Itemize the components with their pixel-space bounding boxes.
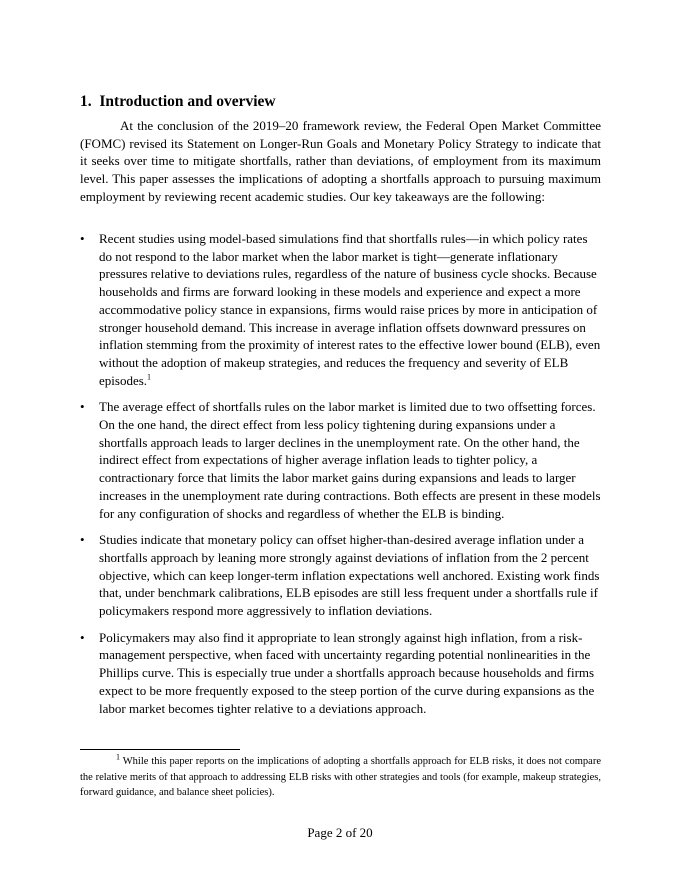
footnote-marker: 1 (116, 752, 120, 762)
takeaway-text: Policymakers may also find it appropriate to lean strongly against high inflation, from a risk-management perspective, when faced with uncertainty regarding potential nonlinearities in the Phillips curve. This is especially true under a shortfalls approach because households and firms expect to be more frequently exposed to the steep portion of the curve during expansions as the labor market becomes tighter relative to a deviations approach. (99, 629, 595, 716)
section-heading (80, 92, 276, 112)
takeaway-item (80, 398, 601, 522)
footnote (80, 754, 601, 801)
section-number: 1. (80, 93, 92, 110)
section-title: Introduction and overview (99, 93, 276, 110)
bullet-icon: • (80, 629, 85, 645)
intro-paragraph: At the conclusion of the 2019–20 framework review, the Federal Open Market Committee (FOMC) revised its Statement on Longer-Run Goals and Monetary Policy Strategy to indicate that it seeks over time to mitigate shortfalls, rather than deviations, of employment from its maximum level. This paper assesses the implications of adopting a shortfalls approach to pursuing maximum employment by reviewing recent academic studies. Our key takeaways are the following: (80, 118, 601, 204)
bullet-icon: • (80, 399, 85, 415)
page-number: Page 2 of 20 (307, 825, 373, 840)
takeaway-text: The average effect of shortfalls rules on the labor market is limited due to two offsetting forces. On the one hand, the direct effect from less policy tightening during expansions under a shortfalls approach leads to larger declines in the unemployment rate. On the other hand, the indirect effect from expectations of higher average inflation leads to tighter policy, a contractionary force that limits the labor market gains during expansions and leads to larger increases in the unemployment rate during contractions. Both effects are present in these models for any configuration of shocks and regardless of whether the ELB is binding. (99, 399, 601, 521)
takeaway-text: Studies indicate that monetary policy can offset higher-than-desired average inflation under a shortfalls approach by leaning more strongly against deviations of inflation from the 2 percent objective, which can keep longer-term inflation expectations well anchored. Existing work finds that, under benchmark calibrations, ELB episodes are still less frequent under a shortfalls rule if policymakers respond more aggressively to inflation deviations. (99, 532, 600, 619)
takeaways-list (80, 230, 601, 726)
takeaway-item (80, 531, 601, 620)
footnote-divider (80, 749, 240, 750)
bullet-icon: • (80, 231, 85, 246)
footnote-reference[interactable]: 1 (147, 372, 152, 382)
takeaway-item (80, 629, 601, 718)
bullet-icon: • (80, 532, 85, 548)
takeaway-text: Recent studies using model-based simulations find that shortfalls rules—in which policy rates do not respond to the labor market when the labor market is tight—generate inflationary pressures relative to deviations rules, regardless of the nature of business cycle shocks. Because households and firms are forward looking in these models and experience and expect a more accommodative policy stance in expansions, firms would raise prices by more in anticipation of stronger household demand. This increase in average inflation offsets downward pressures on inflation stemming from the proximity of interest rates to the effective lower bound (ELB), even without the adoption of makeup strategies, and reduces the frequency and severity of ELB episodes. (99, 231, 601, 388)
footnote-text: While this paper reports on the implications of adopting a shortfalls approach for ELB risks, it does not compare the relative merits of that approach to addressing ELB risks with other strategies and tools (for example, makeup strategies, forward guidance, and balance sheet policies). (80, 756, 601, 798)
takeaway-item (80, 230, 601, 389)
